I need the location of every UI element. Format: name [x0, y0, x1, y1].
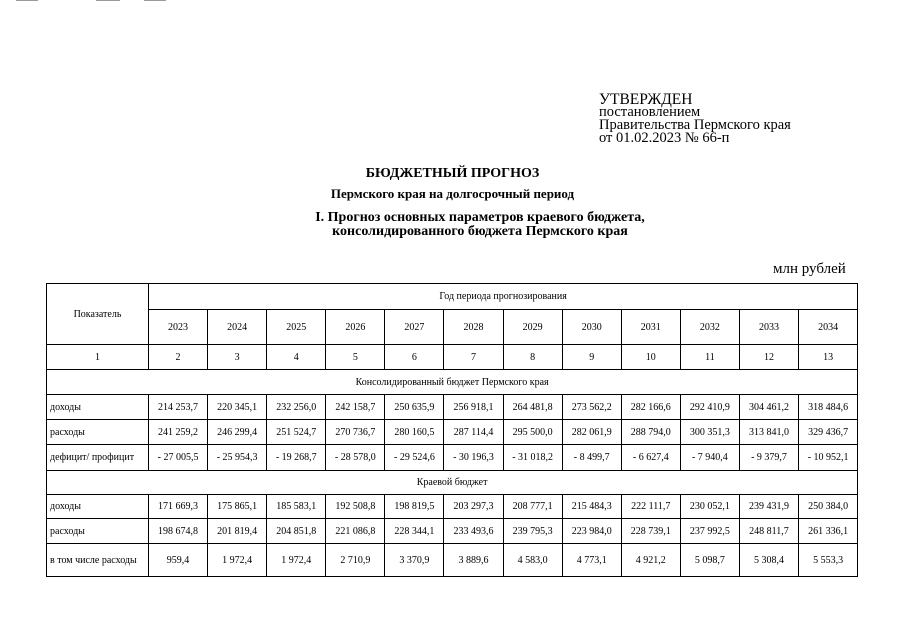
approval-stamp	[599, 93, 791, 145]
indicator-header: Показатель	[47, 284, 149, 345]
year-cell: 2031	[621, 310, 680, 345]
value-cell: 313 841,0	[739, 420, 798, 445]
column-number-cell: 1	[47, 345, 149, 370]
value-cell: 282 061,9	[562, 420, 621, 445]
value-cell: 251 524,7	[267, 420, 326, 445]
year-cell: 2026	[326, 310, 385, 345]
row-label: доходы	[47, 495, 149, 519]
column-number-cell: 4	[267, 345, 326, 370]
value-cell: - 8 499,7	[562, 445, 621, 471]
value-cell: 208 777,1	[503, 495, 562, 519]
value-cell: 171 669,3	[149, 495, 208, 519]
value-cell: - 30 196,3	[444, 445, 503, 471]
value-cell: 3 889,6	[444, 544, 503, 577]
year-cell: 2030	[562, 310, 621, 345]
section-row	[47, 471, 858, 495]
value-cell: 228 739,1	[621, 519, 680, 544]
value-cell: 198 819,5	[385, 495, 444, 519]
year-cell: 2028	[444, 310, 503, 345]
value-cell: 241 259,2	[149, 420, 208, 445]
scan-mark	[16, 0, 38, 1]
column-number-cell: 5	[326, 345, 385, 370]
column-number-cell: 8	[503, 345, 562, 370]
section-row	[47, 370, 858, 395]
table-row	[47, 445, 858, 471]
column-number-cell: 3	[208, 345, 267, 370]
section-title: Краевой бюджет	[47, 471, 858, 495]
scan-mark	[144, 0, 166, 1]
table-row	[47, 544, 858, 577]
value-cell: 192 508,8	[326, 495, 385, 519]
value-cell: 295 500,0	[503, 420, 562, 445]
value-cell: - 27 005,5	[149, 445, 208, 471]
value-cell: 215 484,3	[562, 495, 621, 519]
table-row	[47, 395, 858, 420]
value-cell: 242 158,7	[326, 395, 385, 420]
value-cell: - 19 268,7	[267, 445, 326, 471]
column-number-cell: 7	[444, 345, 503, 370]
value-cell: 329 436,7	[799, 420, 858, 445]
value-cell: 3 370,9	[385, 544, 444, 577]
value-cell: 230 052,1	[680, 495, 739, 519]
year-cell: 2027	[385, 310, 444, 345]
value-cell: 261 336,1	[799, 519, 858, 544]
value-cell: 201 819,4	[208, 519, 267, 544]
value-cell: 292 410,9	[680, 395, 739, 420]
value-cell: 250 384,0	[799, 495, 858, 519]
value-cell: 223 984,0	[562, 519, 621, 544]
value-cell: 246 299,4	[208, 420, 267, 445]
value-cell: 185 583,1	[267, 495, 326, 519]
value-cell: 256 918,1	[444, 395, 503, 420]
column-number-cell: 11	[680, 345, 739, 370]
year-row	[47, 310, 858, 345]
section-heading-line: I. Прогноз основных параметров краевого бюджета,	[315, 210, 645, 225]
year-cell: 2025	[267, 310, 326, 345]
value-cell: 287 114,4	[444, 420, 503, 445]
value-cell: 270 736,7	[326, 420, 385, 445]
table-row	[47, 495, 858, 519]
approval-line: УТВЕРЖДЕН	[599, 91, 693, 108]
value-cell: 273 562,2	[562, 395, 621, 420]
row-label: расходы	[47, 420, 149, 445]
year-cell: 2034	[799, 310, 858, 345]
value-cell: 264 481,8	[503, 395, 562, 420]
value-cell: - 9 379,7	[739, 445, 798, 471]
value-cell: 248 811,7	[739, 519, 798, 544]
column-number-cell: 12	[739, 345, 798, 370]
column-number-cell: 13	[799, 345, 858, 370]
value-cell: 204 851,8	[267, 519, 326, 544]
approval-line: Правительства Пермского края	[599, 117, 791, 133]
approval-line: от 01.02.2023 № 66-п	[599, 130, 730, 146]
year-cell: 2023	[149, 310, 208, 345]
value-cell: 203 297,3	[444, 495, 503, 519]
section-title: Консолидированный бюджет Пермского края	[47, 370, 858, 395]
value-cell: - 29 524,6	[385, 445, 444, 471]
value-cell: 2 710,9	[326, 544, 385, 577]
value-cell: 228 344,1	[385, 519, 444, 544]
forecast-table	[46, 283, 858, 577]
value-cell: 214 253,7	[149, 395, 208, 420]
value-cell: 239 795,3	[503, 519, 562, 544]
value-cell: 4 583,0	[503, 544, 562, 577]
document-title: БЮДЖЕТНЫЙ ПРОГНОЗ	[365, 166, 540, 181]
value-cell: - 7 940,4	[680, 445, 739, 471]
value-cell: 300 351,3	[680, 420, 739, 445]
value-cell: - 10 952,1	[799, 445, 858, 471]
value-cell: 1 972,4	[208, 544, 267, 577]
value-cell: 222 111,7	[621, 495, 680, 519]
value-cell: 175 865,1	[208, 495, 267, 519]
value-cell: 250 635,9	[385, 395, 444, 420]
column-number-cell: 2	[149, 345, 208, 370]
value-cell: 221 086,8	[326, 519, 385, 544]
header-row	[47, 284, 858, 310]
column-number-cell: 10	[621, 345, 680, 370]
value-cell: 304 461,2	[739, 395, 798, 420]
value-cell: 288 794,0	[621, 420, 680, 445]
section-heading-line: консолидированного бюджета Пермского края	[332, 224, 628, 239]
row-label: дефицит/ профицит	[47, 445, 149, 471]
value-cell: - 28 578,0	[326, 445, 385, 471]
year-cell: 2032	[680, 310, 739, 345]
value-cell: 959,4	[149, 544, 208, 577]
section-heading	[200, 211, 760, 239]
value-cell: - 6 627,4	[621, 445, 680, 471]
value-cell: 318 484,6	[799, 395, 858, 420]
period-header: Год периода прогнозирования	[149, 284, 858, 310]
value-cell: 282 166,6	[621, 395, 680, 420]
year-cell: 2024	[208, 310, 267, 345]
column-number-cell: 6	[385, 345, 444, 370]
value-cell: 5 553,3	[799, 544, 858, 577]
value-cell: 280 160,5	[385, 420, 444, 445]
row-label: доходы	[47, 395, 149, 420]
value-cell: 220 345,1	[208, 395, 267, 420]
value-cell: 198 674,8	[149, 519, 208, 544]
value-cell: 5 308,4	[739, 544, 798, 577]
table-row	[47, 519, 858, 544]
scan-mark	[96, 0, 120, 1]
value-cell: - 31 018,2	[503, 445, 562, 471]
value-cell: 4 921,2	[621, 544, 680, 577]
unit-label: млн рублей	[773, 261, 846, 277]
approval-line: постановлением	[599, 104, 701, 120]
table-row	[47, 420, 858, 445]
value-cell: 237 992,5	[680, 519, 739, 544]
column-number-row	[47, 345, 858, 370]
value-cell: - 25 954,3	[208, 445, 267, 471]
column-number-cell: 9	[562, 345, 621, 370]
value-cell: 232 256,0	[267, 395, 326, 420]
value-cell: 1 972,4	[267, 544, 326, 577]
row-label: расходы	[47, 519, 149, 544]
value-cell: 5 098,7	[680, 544, 739, 577]
forecast-table-wrapper	[46, 283, 858, 577]
value-cell: 239 431,9	[739, 495, 798, 519]
value-cell: 4 773,1	[562, 544, 621, 577]
document-subtitle: Пермского края на долгосрочный период	[330, 186, 575, 201]
row-label: в том числе расходы	[47, 544, 149, 577]
value-cell: 233 493,6	[444, 519, 503, 544]
year-cell: 2029	[503, 310, 562, 345]
year-cell: 2033	[739, 310, 798, 345]
